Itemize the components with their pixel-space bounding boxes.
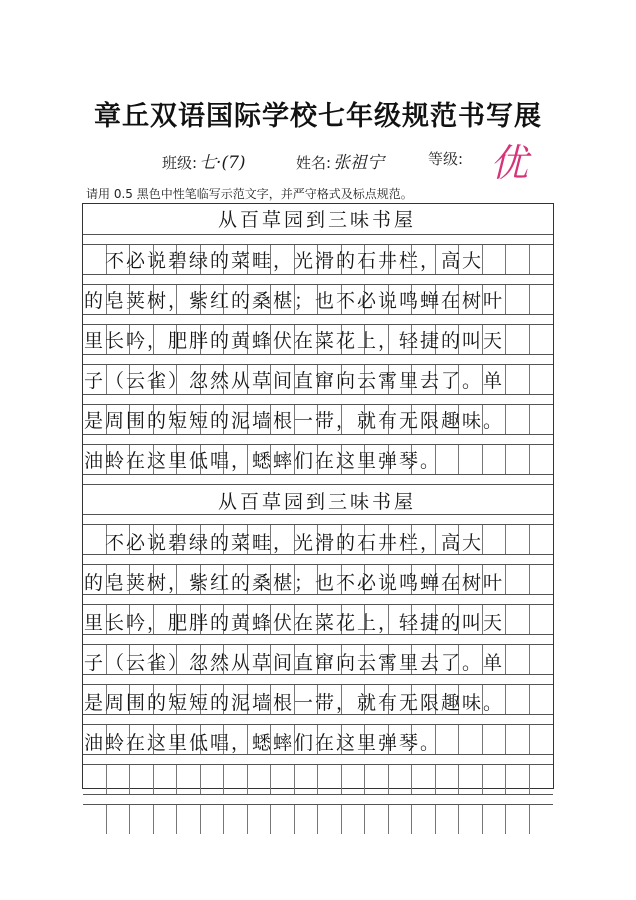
grid-cell [412,804,436,834]
grid-line [83,434,553,435]
class-label: 班级: [162,154,198,172]
page-title: 章丘双语国际学校七年级规范书写展 [94,101,542,132]
grid-cell [177,804,201,834]
grid-line [83,284,553,285]
instruction-text: 请用 0.5 黑色中性笔临写示范文字，并严守格式及标点规范。 [86,187,413,201]
grid-line [83,234,553,235]
grid-line [83,514,553,515]
grid-cell [154,764,178,794]
grid-cell [365,804,389,834]
grid-line [83,244,553,245]
grade-value: 优 [490,141,529,185]
grid-cell [318,764,342,794]
grid-cell [389,764,413,794]
text-line: 里长吟，肥胖的黄蜂伏在菜花上，轻捷的叫天 [84,330,505,352]
grid-cell [436,764,460,794]
grid-cell [365,764,389,794]
text-line: 子（云雀）忽然从草间直窜向云霄里去了。单 [84,652,505,674]
grid-cell [530,764,554,794]
grid-line [83,524,553,525]
text-line: 是周围的短短的泥墙根一带，就有无限趣味。 [84,692,505,714]
grid-cell [107,764,131,794]
grid-line [83,644,553,645]
grid-cell [224,804,248,834]
text-line: 油蛉在这里低唱，蟋蟀们在这里弹琴。 [84,450,442,472]
grid-cell [295,764,319,794]
text-line: 不必说碧绿的菜畦，光滑的石井栏，高大 [84,532,484,554]
grid-cell [295,804,319,834]
grid-line [83,324,553,325]
grid-line [83,804,553,805]
grid-line [83,724,553,725]
grid-cell [342,764,366,794]
grade-field [428,148,463,169]
grid-cell [483,764,507,794]
grid-cell [506,804,530,834]
grid-cell [154,804,178,834]
text-line: 子（云雀）忽然从草间直窜向云霄里去了。单 [84,370,505,392]
grid-line [83,404,553,405]
grid-cell [83,804,107,834]
name-label: 姓名: [296,154,332,172]
grid-cell [459,804,483,834]
text-line: 的皂荚树，紫红的桑椹；也不必说鸣蝉在树叶 [84,290,505,312]
text-line: 的皂荚树，紫红的桑椹；也不必说鸣蝉在树叶 [84,572,505,594]
grid-cell [342,804,366,834]
grid-line [83,354,553,355]
grid-cell [483,804,507,834]
grid-cell [436,804,460,834]
grid-cell [130,804,154,834]
grid-cell [130,764,154,794]
section-heading: 从百草园到三味书屋 [217,209,416,231]
grid-line [83,394,553,395]
class-value: 七·(7) [199,153,246,173]
grid-line [83,794,553,795]
grid-cell [389,804,413,834]
name-field [296,148,384,173]
grid-line [83,604,553,605]
text-line: 是周围的短短的泥墙根一带，就有无限趣味。 [84,410,505,432]
grid-cell [271,764,295,794]
grid-cell [177,764,201,794]
class-field [162,148,246,173]
grid-line [83,474,553,475]
grid-cell [318,804,342,834]
grid-line [83,444,553,445]
section-heading: 从百草园到三味书屋 [217,491,416,513]
grid-line [83,484,553,485]
grid-line [83,274,553,275]
grid-cell [506,764,530,794]
grade-label: 等级: [428,150,464,168]
grid-cell [530,804,554,834]
grid-cell [201,804,225,834]
grid-cell [412,764,436,794]
grid-cell [271,804,295,834]
grid-line [83,684,553,685]
grid-line [83,364,553,365]
grid-line [83,764,553,765]
grid-cell [83,764,107,794]
grid-line [83,314,553,315]
text-line: 里长吟，肥胖的黄蜂伏在菜花上，轻捷的叫天 [84,612,505,634]
text-line: 油蛉在这里低唱，蟋蟀们在这里弹琴。 [84,732,442,754]
name-value: 张祖宁 [333,153,385,173]
grid-cell [201,764,225,794]
grid-row [83,804,553,834]
grid-cell [248,804,272,834]
text-line: 不必说碧绿的菜畦，光滑的石井栏，高大 [84,250,484,272]
grid-cell [459,764,483,794]
grid-cell [248,764,272,794]
grid-line [83,564,553,565]
grid-cell [224,764,248,794]
grid-row [83,764,553,794]
grid-cell [107,804,131,834]
